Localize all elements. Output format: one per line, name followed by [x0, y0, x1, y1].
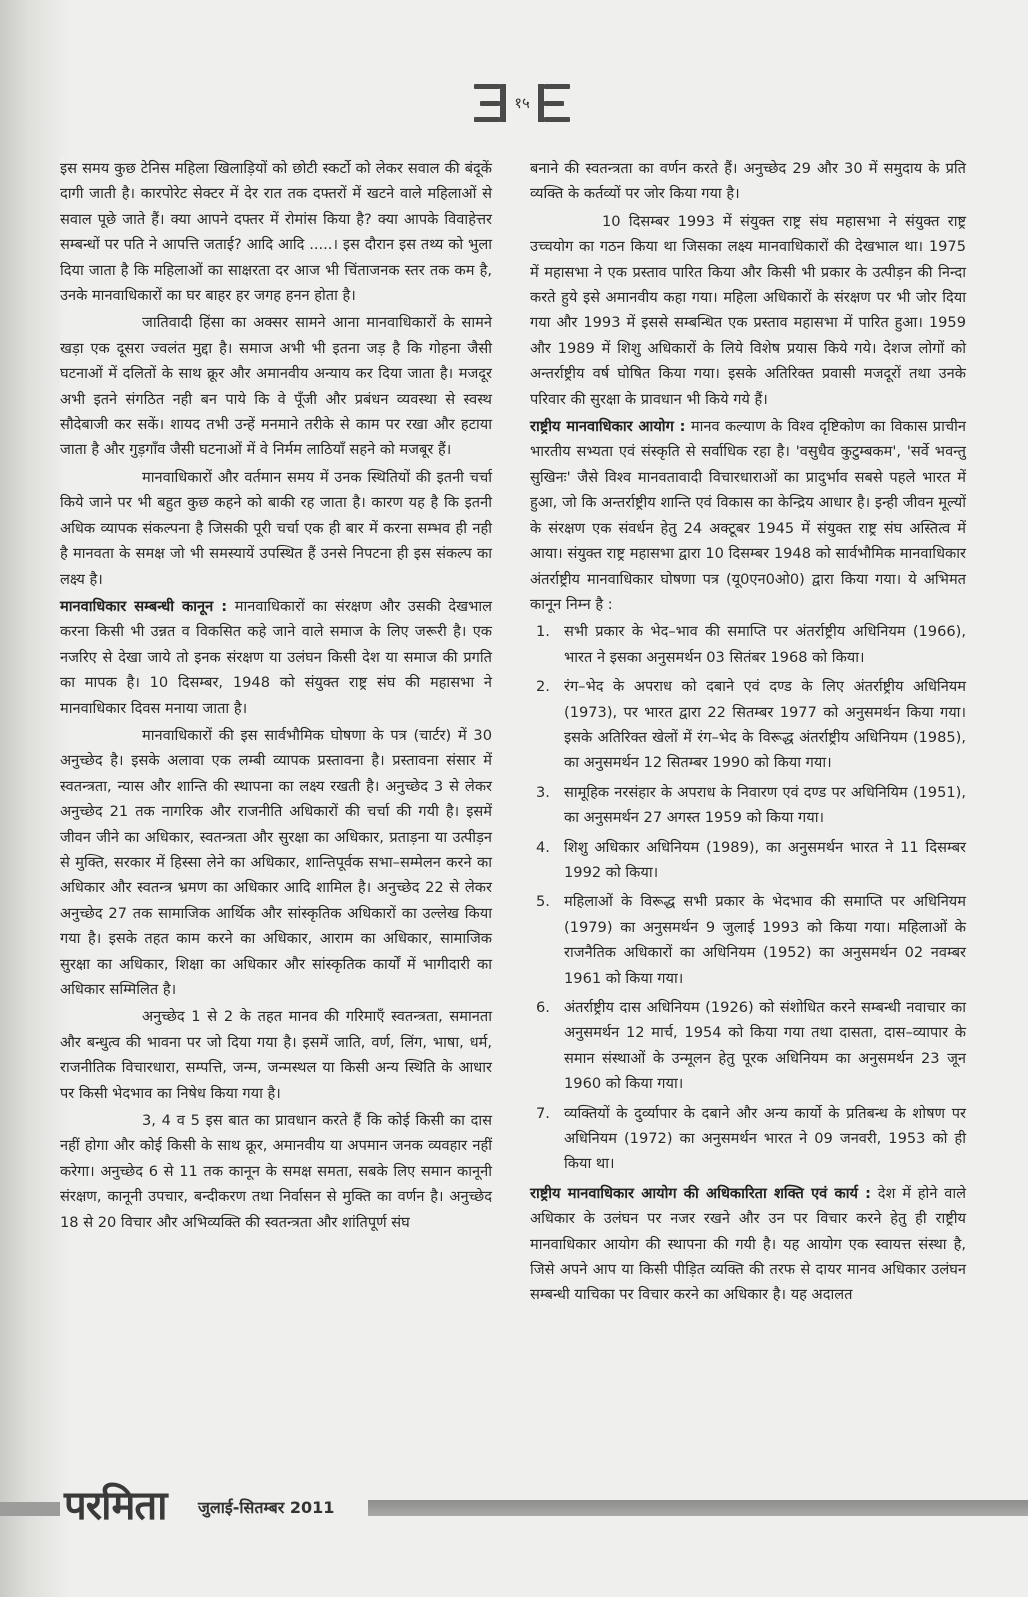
list-item	[530, 619, 966, 670]
list-number: 1.	[536, 623, 550, 641]
ornament-right-bars	[538, 84, 570, 122]
list-item	[530, 780, 966, 831]
paragraph: जातिवादी हिंसा का अक्सर सामने आना मानवाधिकारों के सामने खड़ा एक दूसरा ज्वलंत मुद्दा है। समाज अभी भी इतना जड़ है कि गोहना जैसी घटनाओं में दलितों के साथ क्रूर और अमानवीय अन्याय कर दिया जाता है। मजदूर अभी इतने संगठित नही बन पाये कि वे पूँजी और प्रबंधन व्यवस्था से स्वस्थ सौदेबाजी कर सकें। शायद तभी उन्हें मनमाने तरीके से काम पर रखा और हटाया जाता है और गुड़गाँव जैसी घटनाओं में वे निर्मम लाठियाँ सहने को मजबूर हैं।	[60, 310, 492, 462]
paragraph-text: देश में होने वाले अधिकार के उलंघन पर नजर रखने और उन पर विचार करने हेतु ही राष्ट्रीय मानवाधिकार आयोग की स्थापना की गयी है। यह आयोग एक स्वायत्त संस्था है, जिसे अपने आप या किसी पीड़ित व्यक्ति की तरफ से दायर मानव अधिकार उलंघन सम्बन्धी याचिका पर विचार करने का अधिकार है। यह अदालत	[530, 1184, 966, 1304]
list-text: सभी प्रकार के भेद–भाव की समाप्ति पर अंतर्राष्ट्रीय अधिनियम (1966), भारत ने इसका अनुसमर्थन 03 सितंबर 1968 को किया।	[564, 623, 966, 666]
section-heading: राष्ट्रीय मानवाधिकार आयोग की अधिकारिता शक्ति एवं कार्य :	[530, 1184, 872, 1202]
issue-date: जुलाई-सितम्बर 2011	[198, 1498, 335, 1517]
list-text: रंग–भेद के अपराध को दबाने एवं दण्ड के लिए अंतर्राष्ट्रीय अधिनियम (1973), पर भारत द्वारा 22 सितम्बर 1977 को अनुसमर्थन किया गया। इसके अतिरिक्त खेलों में रंग–भेद के विरूद्ध अंतर्राष्ट्रीय अधिनियम (1985), का अनुसमर्थन 12 सितम्बर 1990 को किया गया।	[564, 678, 966, 772]
paragraph: अनुच्छेद 1 से 2 के तहत मानव की गरिमाएँ स्वतन्त्रता, समानता और बन्धुत्व की भावना पर जो दिया गया है। इसमें जाति, वर्ण, लिंग, भाषा, धर्म, राजनीतिक विचारधारा, सम्पत्ति, जन्म, जन्मस्थल या किसी अन्य स्थिति के आधार पर किसी भेदभाव का निषेध किया गया है।	[60, 1008, 492, 1102]
list-text: महिलाओं के विरूद्ध सभी प्रकार के भेदभाव की समाप्ति पर अधिनियम (1979) का अनुसमर्थन 9 जुलाई 1993 को किया गया। महिलाओं के राजनैतिक अधिकारों का अधिनियम (1952) का अनुसमर्थन 02 नवम्बर 1961 को किया गया।	[564, 893, 966, 987]
list-number: 2.	[536, 678, 550, 696]
footer-rule-right	[368, 1500, 1028, 1516]
list-number: 6.	[536, 999, 550, 1016]
page-number-ornament	[452, 78, 592, 128]
list-item	[530, 889, 966, 991]
paragraph-text: मानवाधिकारों का संरक्षण और उसकी देखभाल करना किसी भी उन्नत व विकसित कहे जाने वाले समाज के लिए जरूरी है। एक नजरिए से देखा जाये तो इनक संरक्षण या उलंघन किसी देश या समाज की प्रगति का मापक है। 10 दिसम्बर, 1948 को संयुक्त राष्ट्र संघ की महासभा ने मानवाधिकार दिवस मनाया जाता है।	[60, 597, 492, 717]
paragraph: इस समय कुछ टेनिस महिला खिलाड़ियों को छोटी स्कर्टो को लेकर सवाल की बंदूकें दागी जाती है। कारपोरेट सेक्टर में देर रात तक दफ्तरों में खटने वाले महिलाओं से सवाल पूछे जाते हैं। क्या आपने दफ्तर में रोमांस किया है? क्या आपके विवाहेत्तर सम्बन्धों पर पति ने आपत्ति जताई? आदि आदि .....। इस दौरान इस तथ्य को भुला दिया जाता है कि महिलाओं का साक्षरता दर आज भी चिंताजनक स्तर तक कम है, उनके मानवाधिकारों का घर बाहर हर जगह हनन होता है।	[60, 156, 492, 308]
list-text: अंतर्राष्ट्रीय दास अधिनियम (1926) को संशोधित करने सम्बन्धी नवाचार का अनुसमर्थन 12 मार्च, 1954 को किया गया तथा दासता, दास–व्यापार के समान संस्थाओं के उन्मूलन हेतु पूरक अधिनियम का अनुसमर्थन 23 जून 1960 को किया गया।	[564, 999, 966, 1093]
paragraph: 3, 4 व 5 इस बात का प्रावधान करते हैं कि कोई किसी का दास नहीं होगा और कोई किसी के साथ क्रूर, अमानवीय या अपमान जनक व्यवहार नहीं करेगा। अनुच्छेद 6 से 11 तक कानून के समक्ष समता, सबके लिए समान कानूनी संरक्षण, कानूनी उपचार, बन्दीकरण तथा निर्वासन से मुक्ति का वर्णन है। अनुच्छेद 18 से 20 विचार और अभिव्यक्ति की स्वतन्त्रता और शांतिपूर्ण संघ	[60, 1112, 492, 1231]
paragraph-with-heading	[60, 594, 492, 721]
conventions-list	[530, 619, 966, 1177]
list-number: 4.	[536, 838, 550, 856]
page-footer	[0, 1476, 1028, 1536]
right-column	[530, 156, 966, 1310]
footer-rule-left	[0, 1502, 60, 1516]
paragraph: बनाने की स्वतन्त्रता का वर्णन करते हैं। अनुच्छेद 29 और 30 में समुदाय के प्रति व्यक्ति के कर्तव्यों पर जोर किया गया है।	[530, 160, 966, 203]
list-number: 3.	[536, 783, 550, 801]
paragraph: मानवाधिकारों और वर्तमान समय में उनक स्थितियों की इतनी चर्चा किये जाने पर भी बहुत कुछ कहने को बाकी रह जाता है। कारण यह है कि इतनी अधिक व्यापक संकल्पना है जिसकी पूरी चर्चा एक ही बार में करना सम्भव ही नही है मानवता के समक्ष जो भी समस्यायें उपस्थित हैं उनसे निपटना ही इस संकल्प का लक्ष्य है।	[60, 465, 492, 592]
paragraph: 10 दिसम्बर 1993 में संयुक्त राष्ट्र संघ महासभा ने संयुक्त राष्ट्र उच्चयोग का गठन किया था जिसका लक्ष्य मानवाधिकारों की देखभाल था। 1975 में महासभा ने एक प्रस्ताव पारित किया और किसी भी प्रकार के उत्पीड़न की निन्दा करते हुये इसे अमानवीय कहा गया। महिला अधिकारों के संरक्षण पर भी जोर दिया गया और 1993 में इससे सम्बन्धित एक प्रस्ताव महासभा में पारित हुआ। 1959 और 1989 में शिशु अधिकारों के लिये विशेष प्रयास किये गये। देशज लोगों को अन्तर्राष्ट्रीय वर्ष घोषित किया गया। इसके अतिरिक्त प्रवासी मजदूरों तथा उनके परिवार की सुरक्षा के प्रावधान भी किये गये हैं।	[530, 212, 967, 408]
list-number: 5.	[536, 893, 550, 911]
ornament-left-bars	[474, 84, 506, 122]
list-item	[530, 995, 966, 1097]
list-text: सामूहिक नरसंहार के अपराध के निवारण एवं दण्ड पर अधिनियिम (1951), का अनुसमर्थन 27 अगस्त 1959 को किया गया।	[564, 783, 966, 827]
paragraph: मानवाधिकारों की इस सार्वभौमिक घोषणा के पत्र (चार्टर) में 30 अनुच्छेद है। इसके अलावा एक लम्बी व्यापक प्रस्तावना है। प्रस्तावना संसार में स्वतन्त्रता, न्यास और शान्ति की स्थापना का लक्ष्य रखती है। अनुच्छेद 3 से लेकर अनुच्छेद 21 तक नागरिक और राजनीति अधिकारों की चर्चा की गयी है। इसमें जीवन जीने का अधिकार, स्वतन्त्रता और सुरक्षा का अधिकार, प्रताड़ना या उत्पीड़न से मुक्ति, सरकार में हिस्सा लेने का अधिकार, शान्तिपूर्वक सभा–सम्मेलन करने का अधिकार और स्वतन्त्र भ्रमण का अधिकार आदि शामिल है। अनुच्छेद 22 से लेकर अनुच्छेद 27 तक सामाजिक आर्थिक और सांस्कृतिक अधिकारों का उल्लेख किया गया है। इसके तहत काम करने का अधिकार, आराम का अधिकार, सामाजिक सुरक्षा का अधिकार, शिक्षा का अधिकार और सांस्कृतिक कार्यों में भागीदारी का अधिकार सम्मिलित है।	[60, 726, 492, 998]
paragraph-with-heading	[530, 414, 966, 617]
list-text: व्यक्तियों के दुर्व्यापार के दबाने और अन्य कार्यो के प्रतिबन्ध के शोषण पर अधिनियम (1972) का अनुसमर्थन भारत ने 09 जनवरी, 1953 को ही किया था।	[564, 1104, 966, 1173]
list-item	[530, 1101, 966, 1177]
list-text: शिशु अधिकार अधिनियम (1989), का अनुसमर्थन भारत ने 11 दिसम्बर 1992 को किया।	[564, 838, 966, 881]
section-heading: राष्ट्रीय मानवाधिकार आयोग :	[530, 418, 686, 436]
magazine-logo: परमिता	[64, 1482, 167, 1529]
paragraph-with-heading	[530, 1181, 966, 1308]
page-number: १५	[514, 94, 530, 112]
left-column	[60, 156, 492, 1237]
paragraph-text: मानव कल्याण के विश्व दृष्टिकोण का विकास प्राचीन भारतीय सभ्यता एवं संस्कृति से सर्वाधिक रहा है। 'वसुधैव कुटुम्बकम', 'सर्वे भवन्तु सुखिनः' जैसे विश्व मानवतावादी विचारधाराओं का प्रादुर्भाव सबसे पहले भारत में हुआ, जो कि अन्तर्राष्ट्रीय शान्ति एवं विकास का केन्द्रिय आधार है। इन्ही जीवन मूल्यों के संरक्षण एक संवर्धन हेतु 24 अक्टूबर 1945 में संयुक्त राष्ट्र संघ अस्तित्व में आया। संयुक्त राष्ट्र महासभा द्वारा 10 दिसम्बर 1948 को सार्वभौमिक मानवाधिकार अंतर्राष्ट्रीय मानवाधिकार घोषणा पत्र (यू0एन0ओ0) द्वारा किया गया। ये अभिमत कानून निम्न है :	[530, 418, 966, 613]
list-item	[530, 835, 966, 886]
list-item	[530, 674, 966, 776]
list-number: 7.	[536, 1104, 550, 1122]
section-heading: मानवाधिकार सम्बन्धी कानून :	[60, 597, 228, 615]
